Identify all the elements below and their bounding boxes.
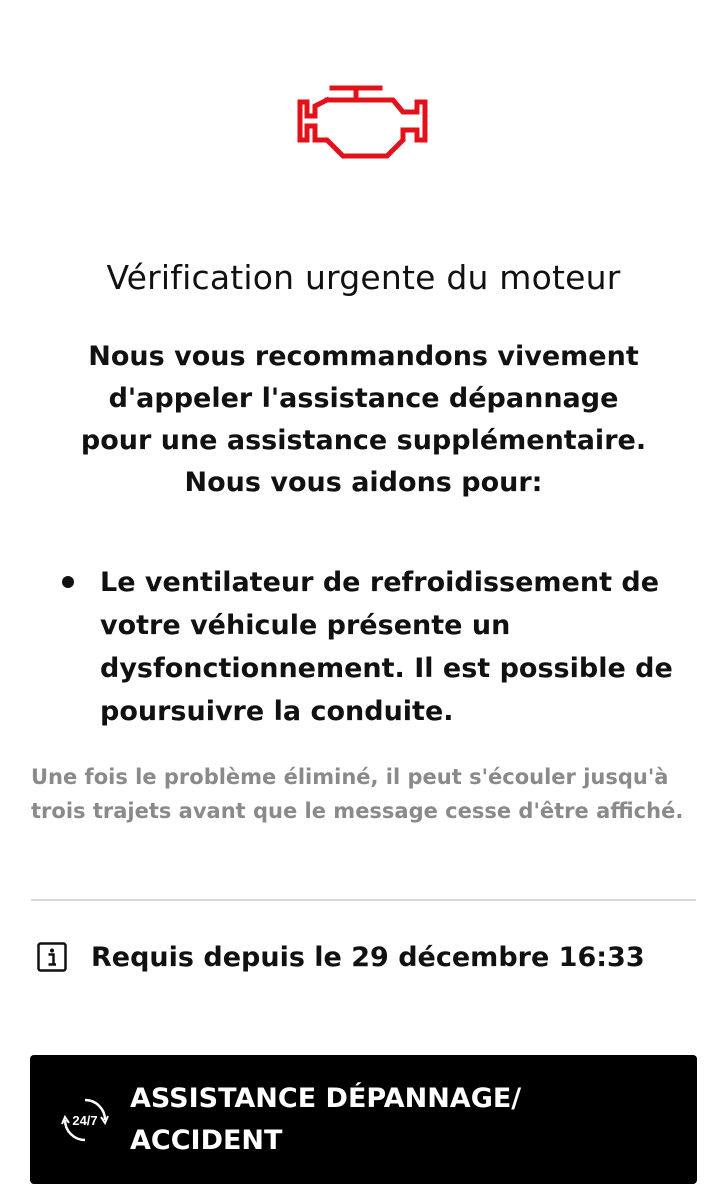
bullet-dot (62, 576, 74, 588)
alert-intro: Nous vous recommandons vivement d'appeler l'assistance dépannage pour une assistance supplémentaire. Nous vous aidons pour: (80, 341, 647, 498)
divider (31, 899, 696, 901)
list-item-text: Le ventilateur de refroidissement de votre véhicule présente un dysfonctionnement. Il est possible de poursuivre la conduite. (100, 567, 673, 727)
clock-icon-text: 24/7 (72, 1112, 98, 1128)
info-icon (37, 942, 67, 972)
engine-warning-icon (297, 78, 429, 164)
bullet-list (60, 561, 680, 733)
alert-title: Vérification urgente du moteur (106, 258, 621, 297)
list-item (60, 561, 680, 733)
alert-note: Une fois le problème éliminé, il peut s'écouler jusqu'à trois trajets avant que le message cesse d'être affiché. (31, 765, 684, 823)
roadside-assistance-button[interactable] (30, 1055, 697, 1184)
24-7-clock-icon (60, 1095, 110, 1145)
roadside-assistance-label: ASSISTANCE DÉPANNAGE/ ACCIDENT (130, 1082, 522, 1156)
required-since-text: Requis depuis le 29 décembre 16:33 (91, 941, 645, 973)
required-since-row (37, 935, 645, 979)
